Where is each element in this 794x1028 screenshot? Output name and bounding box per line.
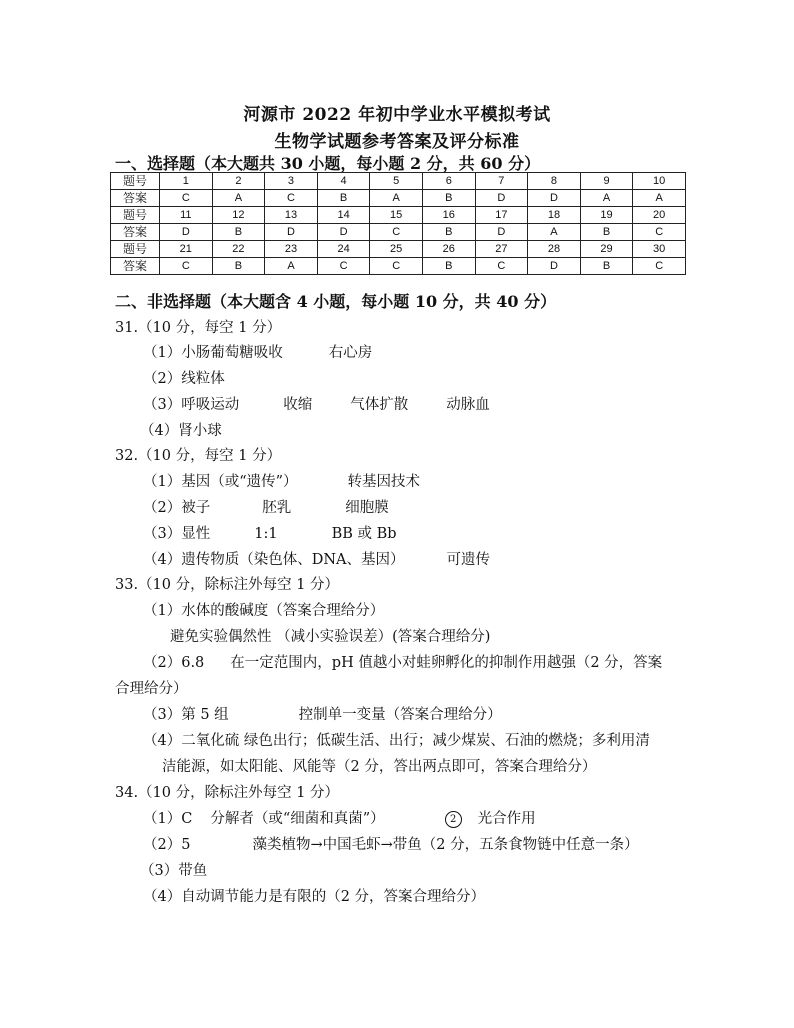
question-number-cell: 28 [528,241,581,258]
answer-cell: D [317,224,370,241]
answer-cell: A [580,190,633,207]
question-number-cell: 8 [528,173,581,190]
q31-heading: 31.（10 分，每空 1 分） [115,320,282,336]
answer-cell: C [160,258,213,275]
q32-line-1 [143,470,420,491]
question-number-cell: 10 [633,173,686,190]
q33-line-2 [143,651,662,672]
row-header: 答案 [111,258,160,275]
answer-cell: D [160,224,213,241]
answer-cell: C [475,258,528,275]
q32-answer-8: BB 或 Bb [331,526,397,542]
q33-line-1: （1）水体的酸碱度（答案合理给分） [143,603,385,619]
answer-cell: D [265,224,318,241]
q33-line-4-cont: 洁能源，如太阳能、风能等（2 分，答出两点即可，答案合理给分） [162,759,597,775]
question-number-cell: 6 [422,173,475,190]
q31-answer-7: 动脉血 [446,397,490,413]
circled-number: 2 [445,811,462,828]
question-number-cell: 19 [580,207,633,224]
answer-cell: A [370,190,423,207]
q32-heading: 32.（10 分，每空 1 分） [115,448,282,464]
row-header: 题号 [111,241,160,258]
answer-cell: C [633,258,686,275]
answer-cell: B [422,190,475,207]
question-number-cell: 27 [475,241,528,258]
q31-answer-6: 气体扩散 [350,397,409,413]
question-number-cell: 22 [212,241,265,258]
answer-cell: A [212,190,265,207]
q34-line-4: （4）自动调节能力是有限的（2 分，答案合理给分） [143,889,486,905]
q32-answer-3: （2）被子 [143,500,211,516]
row-header: 题号 [111,207,160,224]
table-row [111,241,686,258]
question-number-cell: 30 [633,241,686,258]
q33-line-4: （4）二氧化硫 绿色出行；低碳生活、出行；减少煤炭、石油的燃烧；多利用清 [143,733,650,749]
q33-line-2-cont: 合理给分） [115,681,188,697]
row-header: 答案 [111,224,160,241]
question-number-cell: 7 [475,173,528,190]
q32-answer-4: 胚乳 [262,500,292,516]
answer-cell: D [475,190,528,207]
q32-answer-2: 转基因技术 [347,474,421,490]
answer-cell: B [422,258,475,275]
q33-answer-6: 控制单一变量（答案合理给分） [298,707,502,723]
table-row [111,207,686,224]
q33-line-3 [143,703,502,724]
question-number-cell: 9 [580,173,633,190]
section-multiple-choice-heading: 一、选择题（本大题共 30 小题，每小题 2 分，共 60 分） [115,154,541,173]
question-number-cell: 20 [633,207,686,224]
answer-cell: A [528,224,581,241]
question-number-cell: 25 [370,241,423,258]
q34-line-1 [143,807,536,828]
answer-cell: B [212,258,265,275]
q34-answer-2: 分解者（或“细菌和真菌”） [210,811,385,827]
q34-answer-5: （2）5 [143,837,191,853]
answer-cell: C [370,224,423,241]
answer-cell: B [580,258,633,275]
q32-answer-6: （3）显性 [143,526,211,542]
question-number-cell: 12 [212,207,265,224]
question-number-cell: 23 [265,241,318,258]
answer-cell: D [528,258,581,275]
q33-heading: 33.（10 分，除标注外每空 1 分） [115,577,340,593]
answer-cell: C [265,190,318,207]
q32-line-3 [143,522,397,543]
answer-cell: B [317,190,370,207]
table-row [111,173,686,190]
question-number-cell: 16 [422,207,475,224]
table-row [111,224,686,241]
q34-answer-1: （1）C [143,811,193,827]
q32-answer-1: （1）基因（或“遗传”） [143,474,298,490]
answer-cell: B [212,224,265,241]
q31-line-1 [143,341,372,362]
q31-answer-5: 收缩 [283,397,313,413]
question-number-cell: 3 [265,173,318,190]
question-number-cell: 21 [160,241,213,258]
question-number-cell: 26 [422,241,475,258]
q34-answer-6: 藻类植物→中国毛虾→带鱼（2 分，五条食物链中任意一条） [252,837,639,853]
question-number-cell: 13 [265,207,318,224]
q31-answer-2: 右心房 [328,345,373,361]
answer-cell: C [160,190,213,207]
document-subtitle: 生物学试题参考答案及评分标准 [274,132,520,152]
answer-cell: A [633,190,686,207]
q32-line-4 [143,548,490,569]
q31-line-3 [143,393,490,414]
question-number-cell: 29 [580,241,633,258]
answer-table [110,172,686,275]
document-title: 河源市 2022 年初中学业水平模拟考试 [243,105,551,125]
answer-cell: C [370,258,423,275]
answer-cell: D [528,190,581,207]
q31-answer-4: （3）呼吸运动 [143,397,240,413]
table-row [111,190,686,207]
q33-answer-5: （3）第 5 组 [143,707,229,723]
answer-cell: D [475,224,528,241]
row-header: 答案 [111,190,160,207]
question-number-cell: 24 [317,241,370,258]
answer-cell: A [265,258,318,275]
q31-line-4: （4）肾小球 [140,423,222,439]
answer-cell: C [317,258,370,275]
q32-answer-7: 1:1 [254,526,278,542]
question-number-cell: 2 [212,173,265,190]
question-number-cell: 18 [528,207,581,224]
q34-line-2 [143,833,639,854]
q32-answer-10: 可遗传 [446,552,491,568]
q33-answer-3: （2）6.8 [143,655,205,671]
q32-answer-5: 细胞膜 [345,500,389,516]
section-non-choice-heading: 二、非选择题（本大题含 4 小题，每小题 10 分，共 40 分） [115,292,557,311]
q34-line-3: （3）带鱼 [140,863,208,879]
q32-line-2 [143,496,389,517]
answer-cell: C [633,224,686,241]
q31-line-2: （2）线粒体 [143,371,225,387]
q31-answer-1: （1）小肠葡萄糖吸收 [143,345,283,361]
question-number-cell: 1 [160,173,213,190]
answer-cell: B [422,224,475,241]
q34-answer-4: 光合作用 [477,811,536,827]
question-number-cell: 14 [317,207,370,224]
answer-cell: B [580,224,633,241]
question-number-cell: 17 [475,207,528,224]
table-row [111,258,686,275]
q33-line-1-cont: 避免实验偶然性 （减小实验误差）(答案合理给分) [170,629,491,645]
q33-answer-4: 在一定范围内，pH 值越小对蛙卵孵化的抑制作用越强（2 分，答案 [230,655,663,671]
q34-heading: 34.（10 分，除标注外每空 1 分） [115,785,340,801]
question-number-cell: 5 [370,173,423,190]
q32-answer-9: （4）遗传物质（染色体、DNA、基因） [143,552,405,568]
question-number-cell: 4 [317,173,370,190]
row-header: 题号 [111,173,160,190]
question-number-cell: 11 [160,207,213,224]
question-number-cell: 15 [370,207,423,224]
